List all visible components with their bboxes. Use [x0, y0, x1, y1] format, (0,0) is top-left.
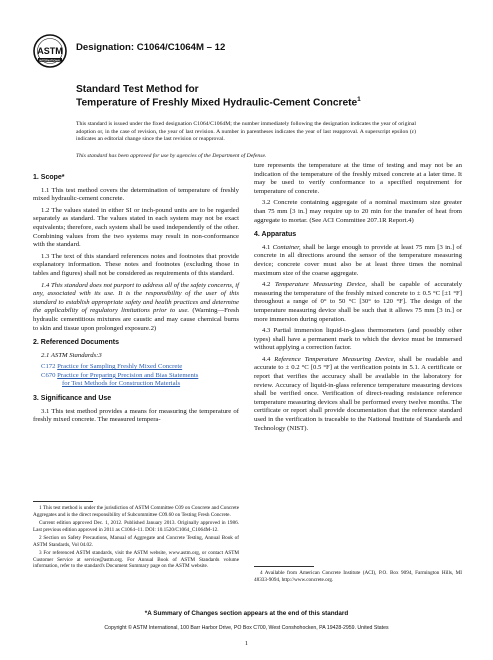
- para-4-1: [254, 244, 462, 278]
- ref-c670-link-cont[interactable]: for Test Methods for Construction Materials: [62, 380, 181, 388]
- footnote-rule-left: [33, 501, 93, 502]
- title-text: Temperature of Freshly Mixed Hydraulic-Cement Concrete: [76, 97, 358, 109]
- section-referenced-docs-heading: 2. Referenced Documents: [33, 339, 119, 347]
- footnotes-left: [33, 505, 239, 572]
- para-1-4-italic: 1.4 This standard does not purport to address all of the safety concerns, if any, associated with its use. It is the responsibility of the user of this standard to establish appropriate safety and health practices and determine the applicability of regulatory limitations prior to use.: [33, 281, 239, 315]
- ref-c172[interactable]: [41, 363, 239, 372]
- para-4-2-text: shall be capable of accurately measuring the temperature of the freshly mixed concrete to ± 0.5 °C [±1 °F] throughout a range of 0° to 50 °C [30° to 120 °F]. The design of the temperature measuring device shall be such that it allows 75 mm [3 in.] or more immersion during operation.: [254, 281, 462, 323]
- footnotes-right: [254, 570, 462, 585]
- summary-of-changes-note: *A Summary of Changes section appears at the end of this standard: [144, 610, 349, 617]
- para-1-2: 1.2 The values stated in either SI or inch-pound units are to be regarded separately as standard. The values stated in each system may not be exact equivalents; therefore, each system shall be used independently of the other. Combining values from the two systems may result in non-conformance with the standard.: [33, 206, 239, 249]
- para-2-1: 2.1 ASTM Standards:3: [41, 351, 102, 359]
- page-number: 1: [244, 640, 249, 647]
- para-4-1-num: 4.1: [262, 243, 271, 251]
- ref-c670-link[interactable]: Practice for Preparing Precision and Bias Statements: [57, 371, 199, 379]
- para-4-4-num: 4.4: [262, 355, 271, 363]
- footnote-3: 3 For referenced ASTM standards, visit the ASTM website, www.astm.org, or contact ASTM Customer Service at service@astm.org. For Annual Book of ASTM Standards volume information, refer to the standard's Document Summary page on the ASTM website.: [33, 550, 239, 569]
- copyright-line: Copyright © ASTM International, 100 Barr Harbor Drive, PO Box C700, West Conshohocken, PA 19428-2959. United States: [104, 625, 389, 631]
- section-significance-heading: 3. Significance and Use: [33, 395, 112, 403]
- title-line-1: Standard Test Method for: [76, 84, 199, 95]
- para-1-4-warning: (Warning—Fresh hydraulic cementitious mixtures are caustic and may cause chemical burns to skin and tissue upon prolonged exposure.2): [33, 307, 240, 332]
- para-4-3: 4.3 Partial immersion liquid-in-glass thermometers (and possibly other types) shall have a permanent mark to which the device must be immersed without applying a correction factor.: [254, 327, 462, 352]
- left-column: [33, 174, 239, 428]
- ref-c670-code[interactable]: C670: [41, 371, 56, 379]
- para-1-4: [33, 282, 239, 334]
- title-footnote-mark: 1: [357, 96, 361, 103]
- para-4-4-term: Reference Temperature Measuring Device,: [274, 355, 396, 363]
- footnote-1: 1 This test method is under the jurisdiction of ASTM Committee C09 on Concrete and Concrete Aggregates and is the direct responsibility of Subcommittee C09.60 on Testing Fresh Concrete.: [33, 505, 239, 518]
- ref-c670[interactable]: [41, 372, 239, 381]
- para-4-2-num: 4.2: [262, 281, 271, 289]
- designation: Designation: C1064/C1064M – 12: [76, 42, 226, 53]
- approved-note: This standard has been approved for use by agencies of the Department of Defense.: [76, 153, 267, 159]
- title-line-2: [76, 96, 361, 108]
- para-4-2: [254, 281, 462, 324]
- svg-text:ASTM: ASTM: [37, 46, 63, 56]
- intro-paragraph: This standard is issued under the fixed designation C1064/C1064M; the number immediately following the designation indicates the year of original adoption or, in the case of revision, the year of last revision. A number in parentheses indicates the year of last reapproval. A superscript epsilon (ε) indicates an editorial change since the last revision or reapproval.: [76, 121, 416, 143]
- para-3-1: 3.1 This test method provides a means for measuring the temperature of freshly mixed concrete. The measured tempera-: [33, 407, 239, 424]
- para-4-2-term: Temperature Measuring Device,: [274, 281, 367, 289]
- para-4-4: [254, 356, 462, 433]
- right-column: [254, 162, 462, 436]
- astm-logo: [33, 34, 67, 68]
- para-4-1-text: shall be large enough to provide at least 75 mm [3 in.] of concrete in all directions around the sensor of the temperature measuring device; concrete cover must also be at least three times the nominal maximum size of the coarse aggregate.: [254, 243, 463, 277]
- footnote-1b: Current edition approved Dec. 1, 2012. Published January 2013. Originally approved in 1986. Last previous edition approved in 2011 as C1064–11. DOI: 10.1520/C1064_C1064M-12.: [33, 520, 239, 533]
- ref-c172-link[interactable]: Practice for Sampling Freshly Mixed Concrete: [57, 363, 183, 371]
- footnote-rule-right: [254, 566, 314, 567]
- footnote-4: 4 Available from American Concrete Institute (ACI), P.O. Box 9094, Farmington Hills, MI 48333-9094, http://www.concrete.org.: [254, 570, 462, 583]
- para-3-2: 3.2 Concrete containing aggregate of a nominal maximum size greater than 75 mm [3 in.] may require up to 20 min for the transfer of heat from aggregate to mortar. (See ACI Committee 207.1R Report.4): [254, 199, 462, 224]
- ref-c172-code[interactable]: C172: [41, 363, 56, 371]
- footnote-2: 2 Section on Safety Precautions, Manual of Aggregate and Concrete Testing, Annual Book of ASTM Standards, Vol 04.02.: [33, 535, 239, 548]
- svg-text:INTERNATIONAL: INTERNATIONAL: [39, 59, 61, 63]
- para-1-1: 1.1 This test method covers the determination of temperature of freshly mixed hydraulic-cement concrete.: [33, 186, 239, 203]
- section-scope-heading: 1. Scope*: [33, 174, 65, 181]
- para-4-1-term: Container,: [272, 243, 301, 251]
- para-1-3: 1.3 The text of this standard references notes and footnotes that provide explanatory information. These notes and footnotes (excluding those in tables and figures) shall not be considered as requirements of this standard.: [33, 252, 239, 277]
- para-4-4-text: shall be readable and accurate to ± 0.2 °C [0.5 °F] at the verification points in 5.1. A certificate or report that verifies the accuracy shall be available in the laboratory for review. Accuracy of liquid-in-glass reference temperature measuring devices shall be verified once. Verification of direct-reading resistance reference temperature measuring devices shall be performed every twelve months. The certificate or report shall provide documentation that the reference standard used in the verification is traceable to the National Institute of Standards and Technology (NIST).: [254, 355, 462, 432]
- para-3-1-cont: ture represents the temperature at the time of testing and may not be an indication of the temperature of the freshly mixed concrete at a later time. It may be used to verify conformance to a specified requirement for temperature of concrete.: [254, 162, 462, 195]
- section-apparatus-heading: 4. Apparatus: [254, 231, 297, 239]
